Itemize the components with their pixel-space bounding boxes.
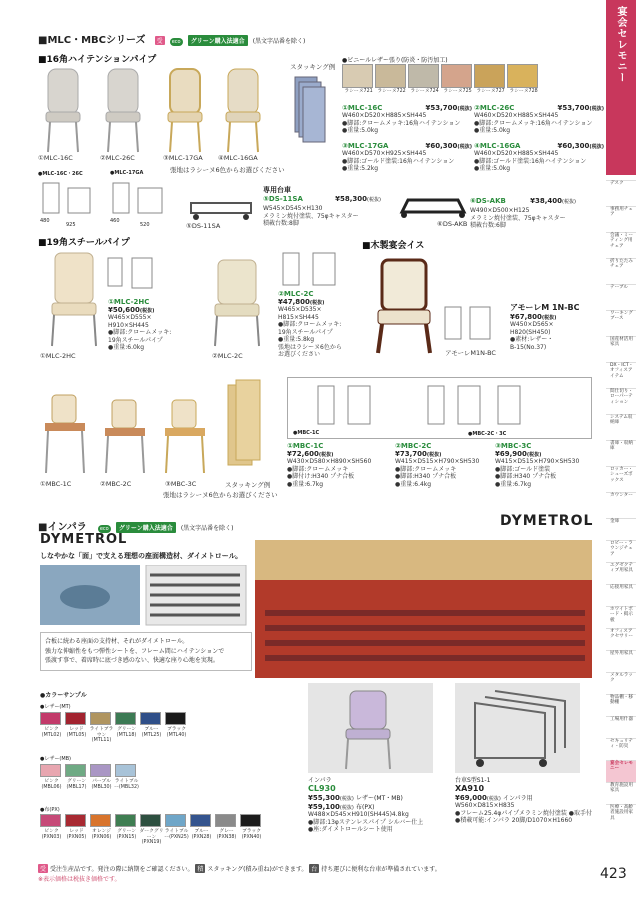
color-swatch-label: オレンジ(PXN06)	[91, 829, 112, 840]
sidebar-item[interactable]: ロビー・ラウンジチェア	[606, 540, 636, 562]
mlc2c-spec	[278, 306, 358, 359]
green-badge: グリーン購入法適合	[188, 35, 248, 46]
spec-line: 張地はラシーヌ6色から	[278, 343, 342, 351]
spec-line: W450×D565×	[510, 321, 554, 328]
vinyl-swatch	[507, 64, 538, 88]
product-16-item	[342, 104, 472, 135]
page-number: 423	[600, 866, 627, 882]
dolly-1-title	[263, 195, 381, 203]
page-header	[38, 28, 305, 47]
spec-line: B-15(No.37)	[510, 343, 547, 351]
chair-mlc2hc-image	[52, 253, 96, 346]
color-swatch-label: ブルー(MTL25)	[141, 727, 162, 738]
tax-label: (税抜)	[426, 452, 442, 458]
spec-line: ●重量:6.0kg	[108, 344, 145, 351]
mlc2hc-name: ①MLC-2HC	[108, 298, 150, 306]
vinyl-swatch-label: ラシーヌ722	[377, 89, 406, 94]
price-value: ¥60,300	[425, 142, 458, 150]
spec-line: W490×D500×H125	[470, 207, 530, 214]
color-swatch-label: グリーン(PXN15)	[116, 829, 137, 840]
inpara-description	[40, 632, 252, 671]
spec-line: ●脚部:H340 プナ合板	[395, 473, 457, 480]
mbc3c-price: ¥69,900	[495, 450, 527, 458]
spec-line: W465×D535×	[278, 306, 322, 313]
sidebar-item[interactable]: カウンター	[606, 492, 636, 518]
caption-mlc2c: ②MLC-2C	[212, 352, 243, 360]
dolly-2-price: ¥38,400	[530, 197, 562, 205]
sidebar-header	[606, 0, 636, 175]
dim-value: 925	[66, 222, 76, 228]
product-16-name: ④MLC-16GA	[474, 142, 521, 150]
spec-line: W415×D515×H790×SH530	[395, 458, 480, 465]
color-swatch-label: ピンク(MTL02)	[41, 727, 62, 738]
tax-label: (税抜)	[457, 106, 472, 112]
spec-line: ●脚部:クロームメッキ	[287, 465, 349, 473]
desc-line: 張渡す事で、着席時に底づき感のない、快適な座り心地を実現。	[45, 657, 219, 665]
mlc2c-price: ¥47,800	[278, 298, 310, 306]
tax-label: (税抜)	[486, 796, 501, 802]
sidebar-item[interactable]: ワーキングブース	[606, 310, 636, 336]
caption-mlc16c: ①MLC-16C	[38, 154, 73, 162]
dolly-xa910-image	[455, 683, 580, 773]
caption-mbc3c: ③MBC-3C	[165, 480, 197, 488]
spec-line: ●素材:レザー・	[510, 336, 554, 343]
spec-line: 積載台数:6脚	[470, 222, 506, 229]
spec-line: メラミン焼付塗装、75φキャスター	[263, 212, 359, 220]
dim-value: 520	[140, 222, 150, 228]
sidebar-item[interactable]: オフィスアクセサリー	[606, 628, 636, 650]
dolly-1-name: ⑤DS-11SA	[263, 195, 303, 203]
product-16-name: ②MLC-26C	[474, 104, 515, 112]
section-title-19: ■19角スチールパイプ	[38, 238, 130, 248]
color-swatch-label: グリーン(MBL17)	[66, 779, 87, 790]
sidebar-item[interactable]: 間仕切り・ローパーティション	[606, 388, 636, 414]
caption-mlc16ga: ④MLC-16GA	[218, 154, 258, 162]
tax-label: (税抜)	[457, 144, 472, 150]
color-swatch	[215, 814, 236, 827]
vinyl-swatch-label: ラシーヌ727	[476, 89, 505, 94]
caption-mlc17ga: ③MLC-17GA	[163, 154, 203, 162]
sidebar-item[interactable]: システム収納庫	[606, 414, 636, 440]
color-swatch-label: パープル(MBL30)	[91, 779, 112, 790]
inpara-title: ■インパラ	[38, 522, 87, 533]
color-swatch-label: ライトブルー(PXN25)	[164, 829, 189, 840]
eco-mark-icon: eco	[171, 39, 181, 45]
product-mbc1c	[287, 442, 392, 488]
color-swatch	[40, 712, 61, 725]
spec-line: W460×D520×H885×SH445	[474, 112, 559, 119]
spec-line: ●脚部:クロームメッキ:16角ハイテンション	[342, 119, 461, 127]
chair-mlc2c-image	[215, 260, 259, 346]
spec-line: ●脚部:ゴールド塗装:16角ハイテンション	[342, 157, 455, 165]
sidebar-item[interactable]: 物品棚・移動棚	[606, 694, 636, 716]
product-16-name: ③MLC-17GA	[342, 142, 389, 150]
spec-line: ●重量:5.8kg	[278, 336, 315, 343]
order-mark-icon: 受	[40, 866, 47, 873]
vinyl-swatch	[474, 64, 505, 88]
color-swatch-label: ピンク(PXN03)	[41, 829, 62, 840]
vinyl-swatch	[375, 64, 406, 88]
product-16-name: ①MLC-16C	[342, 104, 383, 112]
color-swatch	[140, 712, 161, 725]
footer-notes	[38, 864, 441, 873]
dim-value: 460	[110, 218, 120, 224]
stacking-mark-icon: 積	[197, 866, 204, 873]
dymetrol-logo: DYMETROL	[40, 532, 128, 547]
sidebar-item[interactable]: ホワイトボード・掲示板	[606, 606, 636, 628]
color-swatch	[40, 814, 61, 827]
color-swatch-label: ブラック(PXN40)	[241, 829, 262, 840]
color-swatch-label: ダークグリーン(PXN19)	[139, 829, 164, 846]
product-mlc2hc	[108, 298, 183, 352]
sidebar-item[interactable]: 屋外用家具	[606, 650, 636, 672]
sidebar-item[interactable]: セキュリティ・防災	[606, 738, 636, 760]
spec-line: 積載台数:8脚	[263, 220, 299, 227]
sidebar-item[interactable]: 事務用チェア	[606, 206, 636, 232]
spec-line: ●脚部:クロームメッキ	[395, 465, 457, 473]
dolly-1-price: ¥58,300	[335, 195, 368, 203]
spec-line: ●重量:6.4kg	[395, 480, 432, 488]
color-swatch-label: レッド(PXN05)	[66, 829, 87, 840]
spec-line: ●重量:5.0kg	[474, 127, 511, 134]
sidebar-item[interactable]: 金庫	[606, 518, 636, 540]
dolly-2-spec	[470, 207, 566, 230]
product-mlc2c	[278, 290, 358, 359]
mlc2hc-price: ¥50,600	[108, 306, 140, 314]
dims-mlc2c	[278, 248, 348, 293]
color-swatch	[115, 712, 136, 725]
spec-line: ●重量:6.7kg	[495, 480, 532, 488]
sidebar-item[interactable]: DX・ICT・オフィスアイテム	[606, 362, 636, 388]
xa910-name: XA910	[455, 784, 485, 793]
inpara-green-badge: グリーン購入法適合	[116, 522, 176, 533]
product-mbc2c	[395, 442, 495, 488]
sidebar-item[interactable]: 工場用什器	[606, 716, 636, 738]
tax-label: (税抜)	[309, 300, 325, 306]
footer-tax-note: ※表示価格は税抜き価格です。	[38, 876, 121, 883]
spec-line: ●脚部:ゴールド塗装:16角ハイテンション	[474, 157, 587, 165]
sidebar-item[interactable]: 医療・高齢者施設用家具	[606, 804, 636, 826]
mbc-dim-label-1: ●MBC-1C	[293, 430, 320, 436]
inpara-lead: しなやかな「面」で支える理想の座面構造材、ダイメトロール。	[40, 552, 243, 560]
dim-label-16c: ●MLC-16C・26C	[38, 171, 83, 177]
mlc2c-name: ②MLC-2C	[278, 290, 314, 298]
mbc1c-price: ¥72,600	[287, 450, 319, 458]
sidebar-item[interactable]: 教育施設用家具	[606, 782, 636, 804]
product-16-price	[558, 104, 604, 112]
mbc-stack-note: 張地はラシーヌ6色からお選びください	[163, 491, 278, 499]
cl930-variant1: レザー(MT・MB)	[356, 795, 403, 802]
tax-label: (税抜)	[526, 452, 542, 458]
cl930-price2: ¥59,100	[308, 803, 340, 811]
spec-line: W560×D815×H835	[455, 802, 515, 809]
sidebar-item[interactable]: 宴会セレモニー	[606, 760, 636, 782]
spec-line: ●脚部:ゴールド塗装	[495, 465, 551, 473]
product-16-price	[558, 142, 604, 150]
color-swatch-label: グレー(PXN38)	[216, 829, 237, 840]
tax-label: (税抜)	[541, 315, 557, 321]
caption-mlc2hc: ①MLC-2HC	[40, 352, 76, 360]
tax-label: (税抜)	[589, 144, 604, 150]
product-cl930	[308, 775, 453, 834]
color-swatch	[240, 814, 261, 827]
spec-line: W460×D570×H925×SH445	[342, 150, 427, 157]
price-value: ¥60,300	[557, 142, 590, 150]
spec-line: W488×D545×H910(SH445)4.8kg	[308, 811, 409, 818]
spec-line: W545×D545×H130	[263, 205, 323, 212]
caption-amore: アモーレM1N-BC	[445, 349, 496, 357]
price-value: ¥53,700	[557, 104, 590, 112]
sidebar-item[interactable]: エグゼクティブ用家具	[606, 562, 636, 584]
caption-mlc26c: ②MLC-26C	[100, 154, 135, 162]
vinyl-swatch-label: ラシーヌ721	[344, 89, 373, 94]
dolly-2-caption: ⑥DS-AKB	[437, 220, 468, 228]
color-swatch	[90, 814, 111, 827]
mbc-dims-box	[287, 377, 592, 439]
color-swatch	[165, 814, 186, 827]
spec-line: ●フレーム25.4φパイプメラミン焼付塗装 ●取手付	[455, 809, 593, 817]
inpara-green-note: (黒文字品番を除く)	[180, 525, 234, 532]
caption-mbc-stack: スタッキング例	[225, 481, 271, 489]
swatch-row-mt	[40, 712, 240, 752]
spec-line: ●脚部:クロームメッキ:	[278, 321, 342, 328]
vinyl-swatch	[342, 64, 373, 88]
dolly-mark-icon: 台	[311, 866, 318, 873]
color-swatch	[65, 814, 86, 827]
spec-line: W430×D580×H890×SH560	[287, 458, 372, 465]
colors-mt-label: ●レザー(MT)	[40, 704, 71, 710]
spec-line: ●重量:5.0kg	[342, 127, 379, 134]
vinyl-swatch-row	[342, 64, 542, 100]
product-amore	[510, 302, 595, 351]
price-value: ¥53,700	[425, 104, 458, 112]
spec-line: ●座:ダイメトロールシート使用	[308, 826, 393, 833]
sidebar-item[interactable]: テーブル	[606, 284, 636, 310]
spec-line: ●積載可能:インパラ 20脚/D1070×H1660	[455, 817, 573, 824]
tax-label: (税抜)	[562, 199, 576, 205]
color-swatch-label: ブルー(PXN28)	[191, 829, 212, 840]
green-note: (黒文字品番を除く)	[252, 38, 306, 45]
section-title-16: ■16角ハイテンションパイプ	[38, 55, 157, 65]
vinyl-swatch-label: ラシーヌ725	[443, 89, 472, 94]
cl930-variant2: 布(PX)	[356, 804, 375, 811]
footer-note-2: スタッキング(積み重ね)ができます。	[207, 866, 308, 873]
color-swatch	[115, 814, 136, 827]
dolly-label: 専用台車	[263, 186, 291, 194]
sidebar-item[interactable]: 書庫・収納庫	[606, 440, 636, 466]
eco-mark-icon: eco	[99, 526, 109, 532]
spec-line: W460×D520×H885×SH445	[474, 150, 559, 157]
tax-label: (税抜)	[139, 308, 155, 314]
spec-line: お選びください	[278, 351, 321, 358]
chair-mlc26c-image	[106, 69, 140, 152]
dolly-2-title	[470, 197, 576, 205]
color-swatch	[140, 814, 161, 827]
color-swatch	[65, 712, 86, 725]
product-xa910	[455, 775, 595, 825]
dolly-dsakb-image	[398, 190, 468, 220]
product-mbc3c	[495, 442, 595, 488]
color-swatch	[90, 712, 111, 725]
spec-line: ●脚部:H340 プナ合板	[495, 473, 557, 480]
dim-value: 480	[40, 218, 50, 224]
dim-label-17ga: ●MLC-17GA	[110, 170, 144, 176]
stacking-example-image	[290, 72, 335, 147]
spec-line: ●脚部:クロームメッキ:	[108, 329, 172, 336]
mbc2c-price: ¥73,700	[395, 450, 427, 458]
color-swatch	[65, 764, 86, 777]
caption-mbc2c: ②MBC-2C	[100, 480, 132, 488]
dimension-drawings-16	[38, 178, 178, 228]
cl930-price1: ¥55,300	[308, 794, 340, 802]
tax-label: (税抜)	[589, 106, 604, 112]
cl930-name: CL930	[308, 784, 336, 793]
spec-line: 19角スチールパイプ	[278, 328, 333, 336]
amore-name: アモーレM 1N-BC	[510, 303, 580, 312]
footer-note-3: 持ち運びに便利な台車が準備されています。	[321, 866, 441, 873]
spec-line: W460×D520×H885×SH445	[342, 112, 427, 119]
dims-amore	[440, 302, 500, 347]
sidebar-header-label: 宴会セレモニー	[615, 6, 626, 83]
spec-line: W415×D515×H790×SH530	[495, 458, 580, 465]
spec-line: W465×D555×	[108, 314, 152, 321]
vinyl-swatch	[408, 64, 439, 88]
dims-mlc2hc	[108, 258, 152, 288]
chair-mbc1c-image	[45, 395, 85, 473]
mbc3c-name: ③MBC-3C	[495, 442, 532, 450]
order-mark-icon: 受	[156, 38, 163, 45]
spec-line: ●重量:5.0kg	[474, 165, 511, 172]
color-swatch-label: ピンク(MBL06)	[41, 779, 62, 790]
color-swatch-label: ブラック(MTL40)	[166, 727, 187, 738]
color-swatch-label: ライトブルー(MBL32)	[114, 779, 139, 790]
colors-px-label: ●布(PX)	[40, 807, 60, 813]
tax-label: (税抜)	[367, 197, 381, 203]
spec-line: ●脚部:13φステンレスパイプ シルバー仕上	[308, 818, 424, 826]
spec-line: メラミン焼付塗装、75φキャスター	[470, 214, 566, 222]
dolly-1-caption: ⑤DS-11SA	[186, 222, 221, 230]
page-title: ■MLC・MBCシリーズ	[38, 35, 146, 46]
dolly-1-spec	[263, 205, 359, 228]
chair-mlc17ga-image	[168, 69, 202, 152]
sidebar-item[interactable]: 会議・ミーティング用チェア	[606, 232, 636, 258]
sidebar-item[interactable]: ロッカー・シューズボックス	[606, 466, 636, 492]
mbc-dims-drawings	[288, 378, 593, 438]
color-swatch	[165, 712, 186, 725]
sidebar-item[interactable]: デスク	[606, 180, 636, 206]
spec-line: H910×SH445	[108, 321, 149, 329]
chair-mlc16c-image	[46, 69, 80, 152]
product-16-price	[426, 104, 472, 112]
chair-amore-image	[370, 255, 440, 355]
product-16-item	[342, 142, 472, 173]
dolly-ds11sa-image	[186, 198, 256, 223]
color-swatch	[40, 764, 61, 777]
sidebar-item[interactable]: メタルラック	[606, 672, 636, 694]
section-title-wood: ■木製宴会イス	[362, 241, 425, 251]
chair-cl930-image	[308, 683, 433, 773]
colors-mb-label: ●レザー(MB)	[40, 756, 72, 762]
swatch-row-mb	[40, 764, 240, 804]
chairs-mbc-illustration	[40, 375, 280, 475]
vinyl-title: ●ビニールレザー張り(防炎・防汚加工)	[342, 57, 448, 64]
sidebar-item[interactable]: 折りたたみチェア	[606, 258, 636, 284]
chairs-16-illustration	[38, 64, 278, 154]
chair-mbc2c-image	[105, 400, 145, 473]
mbc1c-name: ①MBC-1C	[287, 442, 324, 450]
products-16-list	[342, 104, 604, 179]
tax-label: (税抜)	[339, 805, 354, 811]
desc-line: 合板に続わる座面の支持材、それがダイメトロール。	[45, 638, 189, 645]
product-16-item	[474, 142, 604, 173]
vinyl-swatch-label: ラシーヌ724	[410, 89, 439, 94]
spec-line: 19角スチールパイプ	[108, 336, 163, 344]
desc-line: 強力な伸縮性をもつ弾性シートを、フレーム間にハイテンションで	[45, 647, 225, 655]
color-swatch-label: グリーン(MTL18)	[116, 727, 137, 738]
spec-line: H820(SH450)	[510, 328, 551, 336]
dymetrol-logo-right: DYMETROL	[500, 513, 594, 529]
color-swatch	[115, 764, 136, 777]
mbc-dim-label-2: ●MBC-2C・3C	[468, 431, 507, 437]
spec-line: ●重量:6.7kg	[287, 480, 324, 488]
sidebar-item[interactable]: 応接用家具	[606, 584, 636, 606]
product-16-price	[426, 142, 472, 150]
chair-mbc3c-image	[165, 400, 205, 473]
xa910-variant: インパラ用	[503, 795, 533, 802]
swatch-row-px	[40, 814, 280, 854]
amore-price: ¥67,800	[510, 313, 542, 321]
color-swatch-label: レッド(MTL05)	[66, 727, 87, 738]
mlc2hc-spec	[108, 314, 183, 352]
stack-note-16: 張地はラシーヌ6色からお選びください	[170, 166, 285, 174]
spec-line: H815×SH445	[278, 313, 319, 321]
spec-line: ●重量:5.2kg	[342, 165, 379, 172]
xa910-price: ¥69,000	[455, 794, 487, 802]
chair-mlc16ga-image	[226, 69, 260, 152]
stack-label: スタッキング例	[290, 63, 336, 71]
spec-line: ●脚部:クロームメッキ:16角ハイテンション	[474, 119, 593, 127]
product-16-item	[474, 104, 604, 135]
sidebar-item[interactable]: 国産材活用家具	[606, 336, 636, 362]
mbc2c-name: ②MBC-2C	[395, 442, 432, 450]
footer-note-1: 受注生産品です。発注の際に納期をご確認ください。	[49, 866, 194, 873]
mbc-stacking-image	[228, 380, 260, 465]
vinyl-swatch	[441, 64, 472, 88]
cl930-series: インパラ	[308, 777, 332, 784]
tax-label: (税抜)	[339, 796, 354, 802]
tax-label: (税抜)	[318, 452, 334, 458]
color-swatch	[190, 814, 211, 827]
color-swatch-label: ライトブラウン(MTL11)	[89, 727, 114, 744]
banquet-hall-photo	[255, 540, 592, 678]
spec-line: ●脚付け:H340 プナ合板	[287, 473, 355, 480]
colors-title: ●カラーサンプル	[40, 692, 87, 699]
vinyl-swatch-label: ラシーヌ728	[509, 89, 538, 94]
xa910-series: 台車S型S1-1	[455, 777, 491, 784]
color-swatch	[90, 764, 111, 777]
caption-mbc1c: ①MBC-1C	[40, 480, 72, 488]
dymetrol-images	[40, 565, 250, 627]
dolly-2-name: ⑥DS-AKB	[470, 197, 506, 205]
